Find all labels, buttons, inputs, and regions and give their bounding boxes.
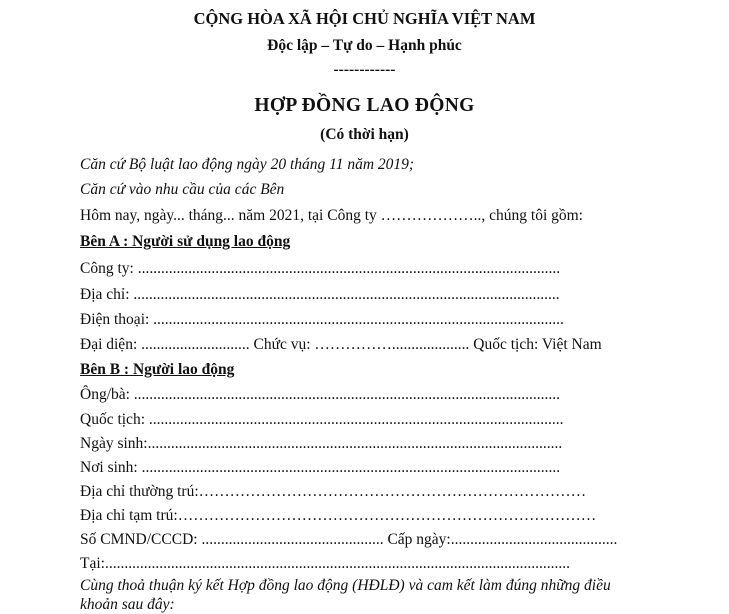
party-b-temporary-address: Địa chỉ tạm trú:………………………………………………………………………	[80, 507, 597, 524]
document-subtitle: (Có thời hạn)	[320, 126, 409, 143]
motto: Độc lập – Tự do – Hạnh phúc	[267, 37, 462, 54]
party-b-birthplace: Nơi sinh: ............................................................................................................	[80, 459, 561, 476]
party-b-issued-at: Tại:........................................................................................................................	[80, 555, 570, 572]
basis-law: Căn cứ Bộ luật lao động ngày 20 tháng 11 năm 2019;	[80, 156, 415, 173]
party-b-name: Ông/bà: ..............................................................................................................	[80, 386, 561, 403]
divider: ------------	[333, 61, 396, 78]
party-a-representative: Đại diện: ............................ Chức vụ: …………….................... Quốc tịch: Việt Nam	[80, 336, 602, 353]
basis-needs: Căn cứ vào nhu cầu của các Bên	[80, 181, 285, 198]
party-b-heading: Bên B : Người lao động	[80, 361, 235, 378]
party-a-heading: Bên A : Người sử dụng lao động	[80, 233, 291, 250]
party-b-dob: Ngày sinh:...........................................................................................................	[80, 435, 563, 452]
party-a-address: Địa chỉ: ..............................................................................................................	[80, 286, 560, 303]
party-b-nationality: Quốc tịch: ...........................................................................................................	[80, 411, 564, 428]
party-b-permanent-address: Địa chỉ thường trú:…………………………………………………………………	[80, 483, 587, 500]
document-title: HỢP ĐỒNG LAO ĐỘNG	[254, 95, 475, 116]
party-a-company: Công ty: .............................................................................................................	[80, 260, 561, 277]
today-line: Hôm nay, ngày... tháng... năm 2021, tại Công ty ……………….., chúng tôi gồm:	[80, 207, 583, 224]
agreement-text: Cùng thoả thuận ký kết Hợp đồng lao động (HĐLĐ) và cam kết làm đúng những điều khoản sau đây:	[80, 577, 611, 613]
party-b-id: Số CMND/CCCD: ............................................... Cấp ngày:...........................................	[80, 531, 618, 548]
country-heading: CỘNG HÒA XÃ HỘI CHỦ NGHĨA VIỆT NAM	[193, 9, 536, 28]
party-a-phone: Điện thoại: ..........................................................................................................	[80, 311, 564, 328]
